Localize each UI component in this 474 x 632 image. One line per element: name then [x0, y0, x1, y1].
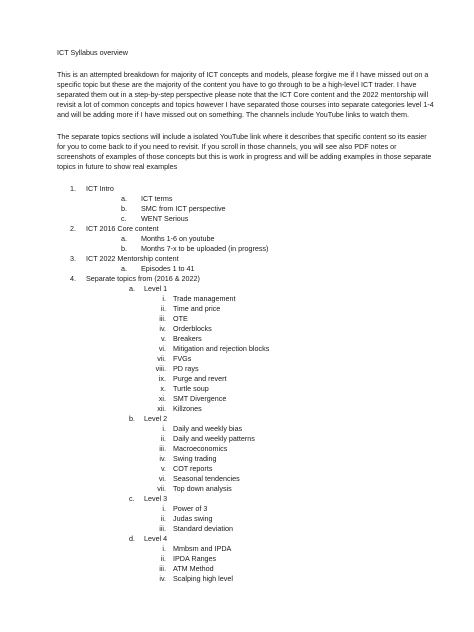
topic-label: Judas swing	[173, 514, 213, 523]
outline-label: Separate topics from (2016 & 2022)	[86, 274, 200, 283]
topic-item	[86, 344, 434, 354]
topic-numeral: vi.	[158, 344, 166, 353]
topic-item	[86, 464, 434, 474]
document-title: ICT Syllabus overview	[57, 48, 128, 57]
topic-numeral: iii.	[159, 314, 166, 323]
level-item	[86, 284, 434, 414]
topic-numeral: viii.	[155, 364, 166, 373]
topic-numeral: iv.	[159, 574, 166, 583]
topic-label: SMT Divergence	[173, 394, 227, 403]
topic-label: Power of 3	[173, 504, 208, 513]
topic-item	[86, 484, 434, 494]
level-item	[86, 534, 434, 584]
topic-label: Top down analysis	[173, 484, 232, 493]
topic-numeral: vii.	[157, 484, 166, 493]
subitem-letter: c.	[121, 214, 127, 223]
level-item	[86, 414, 434, 494]
topic-numeral: iii.	[159, 524, 166, 533]
topic-item	[86, 294, 434, 304]
subitem-letter: a.	[121, 264, 127, 273]
topic-label: FVGs	[173, 354, 192, 363]
topic-item	[86, 384, 434, 394]
topic-label: Mitigation and rejection blocks	[173, 344, 270, 353]
topic-numeral: ii.	[160, 304, 166, 313]
outline-label: ICT Intro	[86, 184, 114, 193]
topic-numeral: v.	[160, 464, 166, 473]
topic-numeral: v.	[160, 334, 166, 343]
subitem-letter: a.	[121, 194, 127, 203]
topic-label: ATM Method	[173, 564, 214, 573]
level-label: Level 1	[144, 284, 168, 293]
topic-item	[86, 524, 434, 534]
outline-item	[57, 184, 434, 224]
topic-label: Purge and revert	[173, 374, 227, 383]
topic-label: Orderblocks	[173, 324, 212, 333]
topic-item	[86, 554, 434, 564]
outline-item	[57, 274, 434, 584]
topic-label: Daily and weekly patterns	[173, 434, 255, 443]
level-item	[86, 494, 434, 534]
topic-item	[86, 504, 434, 514]
topic-item	[86, 454, 434, 464]
topic-item	[86, 364, 434, 374]
outline-subitem	[86, 234, 434, 244]
topic-item	[86, 444, 434, 454]
outline-number: 1.	[70, 184, 76, 193]
outline-item	[57, 224, 434, 254]
level-letter: a.	[129, 284, 135, 293]
syllabus-outline	[57, 184, 434, 584]
topic-numeral: vi.	[158, 474, 166, 483]
topic-numeral: ii.	[160, 514, 166, 523]
topic-label: Macroeconomics	[173, 444, 228, 453]
outline-number: 2.	[70, 224, 76, 233]
subitem-letter: b.	[121, 204, 127, 213]
topic-label: Daily and weekly bias	[173, 424, 243, 433]
topic-label: Mmbsm and IPDA	[173, 544, 232, 553]
intro-paragraph: This is an attempted breakdown for majority of ICT concepts and models, please forgive me if I have missed out on a specific topic but these are the majority of the content you have to go through to be a high-level ICT trader. I have separated them out in a step-by-step perspective please note that the ICT Core content and the 2022 mentorship will revisit a lot of common concepts and topics however I have separated those courses into separate categories level 1-4 and will be adding more if I have missed out on something. The channels include YouTube links to watch them.	[57, 70, 434, 119]
topic-label: IPDA Ranges	[173, 554, 217, 563]
topic-numeral: i.	[162, 294, 166, 303]
topic-numeral: iii.	[159, 564, 166, 573]
level-letter: d.	[129, 534, 135, 543]
topic-numeral: xi.	[158, 394, 166, 403]
topic-numeral: x.	[160, 384, 166, 393]
outline-number: 4.	[70, 274, 76, 283]
topic-label: Swing trading	[173, 454, 217, 463]
topic-label: OTE	[173, 314, 188, 323]
topic-item	[86, 544, 434, 554]
topic-item	[86, 394, 434, 404]
topics-paragraph: The separate topics sections will include a isolated YouTube link where it describes that specific content so its easier for you to come back to if you need to revisit. If you scroll in those channels, you will see also PDF notes or screenshots of examples of those concepts but this is work in progress and will be adding examples in those separate topics in future to show real examples	[57, 132, 432, 171]
topic-item	[86, 314, 434, 324]
subitem-label: Months 1-6 on youtube	[141, 234, 215, 243]
subitem-label: SMC from ICT perspective	[141, 204, 226, 213]
topic-numeral: vii.	[157, 354, 166, 363]
topic-label: COT reports	[173, 464, 213, 473]
outline-label: ICT 2016 Core content	[86, 224, 159, 233]
topic-label: Scalping high level	[173, 574, 233, 583]
topic-numeral: ii.	[160, 554, 166, 563]
topic-item	[86, 404, 434, 414]
outline-subitem	[86, 264, 434, 274]
topic-numeral: ix.	[158, 374, 166, 383]
topic-numeral: i.	[162, 504, 166, 513]
subitem-letter: a.	[121, 234, 127, 243]
outline-subitem	[86, 204, 434, 214]
topic-label: Trade management	[173, 294, 236, 303]
outline-label: ICT 2022 Mentorship content	[86, 254, 179, 263]
level-label: Level 4	[144, 534, 168, 543]
subitem-letter: b.	[121, 244, 127, 253]
subitem-label: ICT terms	[141, 194, 173, 203]
level-letter: b.	[129, 414, 135, 423]
topic-item	[86, 374, 434, 384]
topic-label: Standard deviation	[173, 524, 233, 533]
topic-item	[86, 304, 434, 314]
outline-number: 3.	[70, 254, 76, 263]
outline-subitem	[86, 214, 434, 224]
topic-item	[86, 474, 434, 484]
level-label: Level 3	[144, 494, 168, 503]
topic-numeral: i.	[162, 424, 166, 433]
topic-item	[86, 574, 434, 584]
topic-item	[86, 334, 434, 344]
topic-item	[86, 564, 434, 574]
level-letter: c.	[129, 494, 135, 503]
topic-item	[86, 434, 434, 444]
subitem-label: Episodes 1 to 41	[141, 264, 195, 273]
topic-numeral: i.	[162, 544, 166, 553]
topic-label: Breakers	[173, 334, 202, 343]
topic-item	[86, 424, 434, 434]
topic-label: Killzones	[173, 404, 202, 413]
topic-numeral: xii.	[157, 404, 166, 413]
topic-item	[86, 354, 434, 364]
topic-label: Seasonal tendencies	[173, 474, 240, 483]
topic-label: PD rays	[173, 364, 199, 373]
topic-label: Turtle soup	[173, 384, 209, 393]
topic-item	[86, 514, 434, 524]
outline-subitem	[86, 244, 434, 254]
topic-label: Time and price	[173, 304, 221, 313]
topic-numeral: iii.	[159, 444, 166, 453]
level-label: Level 2	[144, 414, 168, 423]
topic-numeral: iv.	[159, 324, 166, 333]
outline-subitem	[86, 194, 434, 204]
subitem-label: WENT Serious	[141, 214, 189, 223]
topic-numeral: iv.	[159, 454, 166, 463]
outline-item	[57, 254, 434, 274]
topic-item	[86, 324, 434, 334]
topic-numeral: ii.	[160, 434, 166, 443]
subitem-label: Months 7-x to be uploaded (in progress)	[141, 244, 269, 253]
